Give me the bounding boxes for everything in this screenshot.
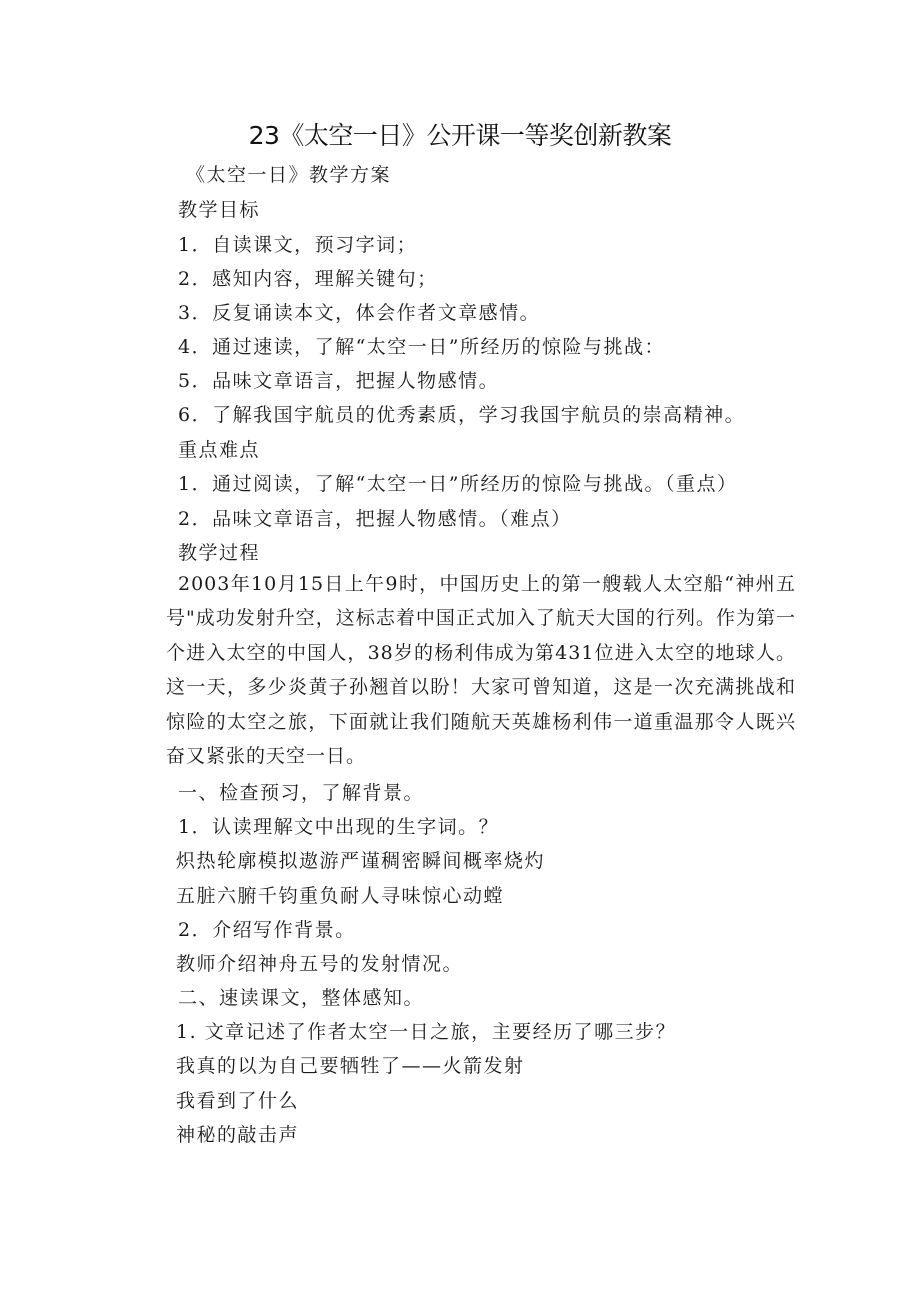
objectives-heading: 教学目标 [178, 199, 261, 221]
intro-paragraph: 2003年10月15日上午9时，中国历史上的第一艘载人太空船“神州五号"成功发射升空，这标志着中国正式加入了航天大国的行列。作为第一个进入太空的中国人，38岁的杨利伟成为第431位进入太空的地球人。这一天，多少炎黄子孙翘首以盼！大家可曾知道，这是一次充满挑战和惊险的太空之旅，下面就让我们随航天英雄杨利伟一道重温那令人既兴奋又紧张的天空一日。 [166, 573, 796, 768]
section1-item-text: 教师介绍神舟五号的发射情况。 [176, 953, 464, 975]
objective-item: 6．了解我国宇航员的优秀素质，学习我国宇航员的崇高精神。 [178, 404, 746, 426]
section1-heading: 一、检查预习，了解背景。 [178, 782, 425, 804]
objective-item: 1．自读课文，预习字词； [178, 234, 418, 256]
page-title: 23《太空一日》公开课一等奖创新教案 [248, 121, 672, 150]
section1-item: 2．介绍写作背景。 [178, 919, 356, 941]
step-item: 我真的以为自己要牺牲了——火箭发射 [176, 1055, 525, 1077]
objective-item: 4．通过速读，了解“太空一日”所经历的惊险与挑战： [178, 336, 666, 358]
section2-item: 1. 文章记述了作者太空一日之旅，主要经历了哪三步？ [176, 1021, 677, 1043]
objective-item: 2．感知内容，理解关键句； [178, 268, 438, 290]
subtitle: 《太空一日》教学方案 [186, 164, 392, 186]
keypoints-heading: 重点难点 [178, 439, 261, 461]
process-heading: 教学过程 [178, 542, 261, 564]
section1-item: 1．认读理解文中出现的生字词。？ [178, 816, 500, 838]
step-item: 我看到了什么 [176, 1090, 300, 1112]
section2-heading: 二、速读课文，整体感知。 [178, 987, 425, 1009]
vocab-line: 五脏六腑千钧重负耐人寻味惊心动螳 [176, 885, 505, 907]
keypoint-item: 1．通过阅读，了解“太空一日”所经历的惊险与挑战。（重点） [178, 473, 738, 495]
objective-item: 3．反复诵读本文，体会作者文章感情。 [178, 302, 541, 324]
vocab-line: 炽热轮廓模拟遨游严谨稠密瞬间概率烧灼 [176, 850, 546, 872]
keypoint-item: 2．品味文章语言，把握人物感情。（难点） [178, 508, 572, 530]
step-item: 神秘的敲击声 [176, 1124, 300, 1146]
objective-item: 5．品味文章语言，把握人物感情。 [178, 370, 500, 392]
